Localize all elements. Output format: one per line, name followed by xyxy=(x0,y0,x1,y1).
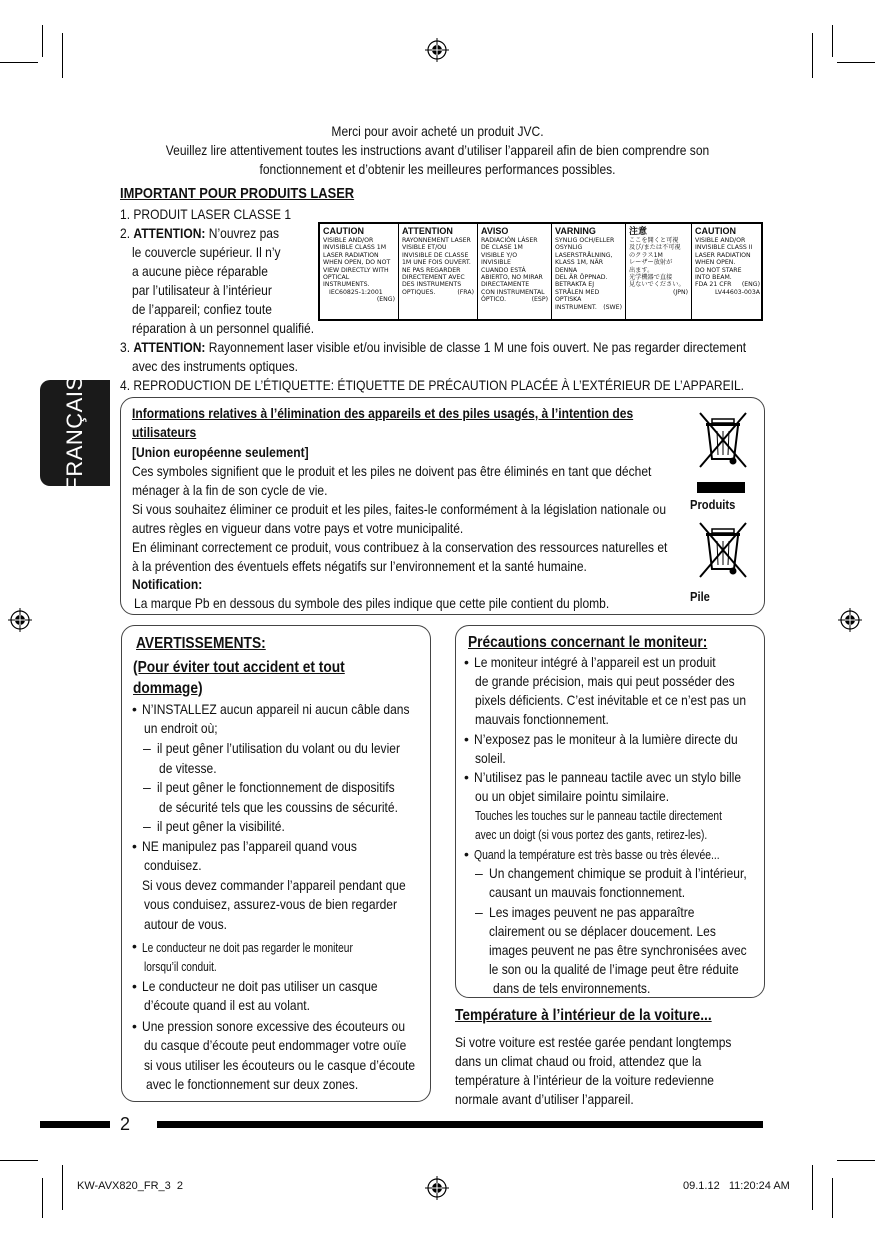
monitor-text: ou un objet similaire pointu similaire. xyxy=(475,788,670,804)
label-line: BETRAKTA EJ xyxy=(555,281,595,289)
monitor-text: mauvais fonctionnement. xyxy=(475,711,609,727)
crossed-out-bin-icon xyxy=(694,405,752,475)
label-line: INVISIBLE DE CLASSE xyxy=(402,251,469,259)
footer-bar xyxy=(157,1121,763,1128)
warning-text: d’écoute quand il est au volant. xyxy=(144,997,311,1013)
disposal-text: Ces symboles signifient que le produit et les piles ne doivent pas être éliminés en tant que déchet xyxy=(132,463,652,479)
warning-text: N’INSTALLEZ aucun appareil ni aucun câble dans xyxy=(142,701,410,717)
warning-text: conduisez. xyxy=(144,857,202,873)
label-line: VISIBLE AND/OR xyxy=(695,237,746,244)
bullet: • xyxy=(132,1018,137,1034)
bullet: • xyxy=(464,769,469,785)
label-text: ÓPTICO. xyxy=(481,296,507,304)
dash: – xyxy=(475,865,483,881)
label-line: 光学機器で直接 xyxy=(629,274,673,282)
monitor-text: Le moniteur intégré à l’appareil est un produit xyxy=(474,654,716,670)
label-line: OSYNLIG xyxy=(555,244,583,252)
warning-text: vous conduisez, assurez-vous de bien regarder xyxy=(144,896,397,912)
temperature-text: dans un climat chaud ou froid, attendez que la xyxy=(455,1053,702,1069)
laser-item-3 xyxy=(120,338,746,357)
label-line: DE CLASE 1M xyxy=(481,244,523,252)
laser-item-2 xyxy=(120,224,279,243)
laser-item-2-line: de l’appareil; confiez toute xyxy=(132,301,272,317)
label-heading: 注意 xyxy=(629,226,648,236)
label-line: レーザー放射が xyxy=(629,259,673,267)
label-lang-code: (ENG) xyxy=(741,281,760,289)
label-line: INTO BEAM. xyxy=(695,274,732,282)
label-heading: AVISO xyxy=(481,226,509,236)
warnings-subtitle: dommage) xyxy=(133,680,203,697)
warning-subitem: de vitesse. xyxy=(159,760,217,776)
bullet: • xyxy=(464,654,469,670)
dash: – xyxy=(143,818,151,834)
laser-item-4: 4. REPRODUCTION DE L’ÉTIQUETTE: ÉTIQUETTE DE PRÉCAUTION PLACÉE À L’EXTÉRIEUR DE L’APPAREIL. xyxy=(120,377,744,393)
warning-subitem: de sécurité tels que les coussins de sécurité. xyxy=(159,799,398,815)
monitor-subitem: Un changement chimique se produit à l’intérieur, xyxy=(489,865,747,881)
label-line: 見ないでください。 xyxy=(629,281,685,289)
products-caption: Produits xyxy=(690,497,736,512)
warnings-title: AVERTISSEMENTS: xyxy=(136,635,266,652)
crop-mark xyxy=(837,62,875,63)
label-text: OPTIQUES. xyxy=(402,288,436,296)
laser-item-2-line: réparation à un personnel qualifié. xyxy=(132,320,315,336)
label-text: INSTRUMENT. xyxy=(555,303,597,311)
bullet: • xyxy=(464,731,469,747)
warning-text: un endroit où; xyxy=(144,720,218,736)
label-line: VISIBLE Y/O INVISIBLE xyxy=(481,251,518,267)
label-line: STRÅLEN MED OPTISKA xyxy=(555,288,600,304)
intro-line: Veuillez lire attentivement toutes les instructions avant d’utiliser l’appareil afin de bien comprendre son xyxy=(165,142,710,158)
label-line: VISIBLE ET/OU xyxy=(402,244,447,252)
crop-mark xyxy=(837,1160,875,1161)
warning-text: si vous utiliser les écouteurs ou le casque d’écoute xyxy=(144,1057,416,1073)
label-heading: CAUTION xyxy=(323,226,364,236)
label-column-jpn xyxy=(626,224,692,319)
warning-text: du casque d’écoute peut endommager votre ouïe xyxy=(144,1037,407,1053)
laser-item-1: 1. PRODUIT LASER CLASSE 1 xyxy=(120,206,292,222)
file-slug xyxy=(77,1180,183,1192)
disposal-title: Informations relatives à l’élimination des appareils et des piles usagés, à l’intention des xyxy=(132,405,634,421)
label-line xyxy=(555,304,622,311)
warning-text: Si vous devez commander l’appareil pendant que xyxy=(142,877,406,893)
label-line: RAYONNEMENT LASER xyxy=(402,237,471,244)
disposal-text: autres règles en vigueur dans votre pays et votre municipalité. xyxy=(132,520,464,536)
label-heading: VARNING xyxy=(555,226,596,236)
label-line: WHEN OPEN. xyxy=(695,259,736,267)
label-line: DIRECTAMENTE xyxy=(481,281,530,289)
label-line: DES INSTRUMENTS xyxy=(402,281,462,289)
label-column-eng xyxy=(320,224,399,319)
label-line: DO NOT STARE xyxy=(695,266,742,274)
bullet: • xyxy=(132,838,137,854)
monitor-subitem: le son ou la qualité de l’image peut être réduite xyxy=(489,961,739,977)
item-number: 3. xyxy=(120,339,134,355)
crop-mark xyxy=(62,1165,63,1210)
dash: – xyxy=(143,779,151,795)
intro-line: Merci pour avoir acheté un produit JVC. xyxy=(331,123,544,139)
disposal-text: Si vous souhaitez éliminer ce produit et les piles, faites-le conformément à la législation nationale ou xyxy=(132,501,667,517)
monitor-subitem: causant un mauvais fonctionnement. xyxy=(489,884,686,900)
label-line: VISIBLE AND/OR xyxy=(323,237,374,244)
label-line xyxy=(695,281,760,288)
page-number: 2 xyxy=(120,1114,131,1134)
label-line: KLASS 1M, NÄR DENNA xyxy=(555,259,604,274)
label-line: RADIACIÓN LÁSER xyxy=(481,237,538,244)
warnings-subtitle: (Pour éviter tout accident et tout xyxy=(133,659,345,676)
monitor-subitem: Les images peuvent ne pas apparaître xyxy=(489,904,695,920)
label-line: DEL ÄR ÖPPNAD. xyxy=(555,274,608,282)
temperature-text: température à l’intérieur de la voiture redevienne xyxy=(455,1072,715,1088)
label-column-swe xyxy=(552,224,626,319)
laser-item-3-line: avec des instruments optiques. xyxy=(132,358,298,374)
solid-bar xyxy=(697,482,745,493)
crop-mark xyxy=(0,62,38,63)
crop-mark xyxy=(832,1178,833,1218)
registration-target-icon xyxy=(425,1176,449,1200)
bullet: • xyxy=(132,978,137,994)
label-line: LASER RADIATION xyxy=(695,251,751,259)
crop-mark xyxy=(42,1178,43,1218)
notification-text: La marque Pb en dessous du symbole des piles indique que cette pile contient du plomb. xyxy=(134,595,610,611)
item-text: Rayonnement laser visible et/ou invisible de classe 1 M une fois ouvert. Ne pas regarder directement xyxy=(205,339,747,355)
attention-label: ATTENTION: xyxy=(133,225,206,241)
monitor-subitem: clairement ou se déplacer doucement. Les xyxy=(489,923,716,939)
laser-item-2-line: par l’utilisateur à l’intérieur xyxy=(132,282,272,298)
label-line xyxy=(402,289,474,296)
temperature-text: Si votre voiture est restée garée pendant longtemps xyxy=(455,1034,732,1050)
crop-mark xyxy=(62,33,63,78)
registration-target-icon xyxy=(8,608,32,632)
warning-text: Le conducteur ne doit pas regarder le moniteur xyxy=(142,940,353,955)
monitor-text: avec un doigt (si vous portez des gants, retirez-les). xyxy=(475,827,708,842)
item-text: N’ouvrez pas xyxy=(205,225,280,241)
dash: – xyxy=(475,904,483,920)
disposal-title: utilisateurs xyxy=(132,424,197,440)
warning-text: avec le fonctionnement sur deux zones. xyxy=(146,1076,359,1092)
caution-label xyxy=(318,222,763,321)
crop-mark xyxy=(0,1160,38,1161)
label-line: OPTICAL INSTRUMENTS. xyxy=(323,274,370,289)
footer-bar xyxy=(40,1121,110,1128)
warning-text: NE manipulez pas l’appareil quand vous xyxy=(142,838,357,854)
disposal-subtitle: [Union européenne seulement] xyxy=(132,444,309,460)
monitor-text: Touches les touches sur le panneau tactile directement xyxy=(475,808,722,823)
warning-subitem: il peut gêner l’utilisation du volant ou du levier xyxy=(157,740,400,756)
bullet: • xyxy=(464,846,469,862)
monitor-subitem: images peuvent ne pas être synchronisées avec xyxy=(489,942,747,958)
attention-label: ATTENTION: xyxy=(133,339,206,355)
warning-text: Le conducteur ne doit pas utiliser un casque xyxy=(142,978,378,994)
monitor-text: de grande précision, mais qui peut posséder des xyxy=(475,673,735,689)
label-column-eng-us xyxy=(692,224,763,319)
label-line: INVISIBLE CLASS II xyxy=(695,244,753,252)
crop-mark xyxy=(42,25,43,57)
label-line: ABIERTO, NO MIRAR xyxy=(481,274,543,282)
label-heading: CAUTION xyxy=(695,226,736,236)
warning-subitem: il peut gêner le fonctionnement de dispositifs xyxy=(157,779,395,795)
crop-mark xyxy=(812,33,813,78)
monitor-text: soleil. xyxy=(475,750,506,766)
disposal-text: à la prévention des éventuels effets négatifs sur l’environnement et la santé humaine. xyxy=(132,558,587,574)
label-line: INVISIBLE CLASS 1M xyxy=(323,244,387,252)
label-lang-code: (ESP) xyxy=(531,296,548,304)
label-lang-code: (FRA) xyxy=(457,288,474,296)
monitor-title: Précautions concernant le moniteur: xyxy=(468,634,708,651)
disposal-text: En éliminant correctement ce produit, vous contribuez à la conservation des ressources naturelles et xyxy=(132,539,668,555)
label-lang-code: (ENG) xyxy=(376,296,395,304)
temperature-title: Température à l’intérieur de la voiture... xyxy=(455,1007,712,1024)
label-lang-code: (SWE) xyxy=(603,303,622,311)
crop-mark xyxy=(832,25,833,57)
crop-mark xyxy=(812,1165,813,1210)
label-line: WHEN OPEN, DO NOT xyxy=(323,259,391,267)
label-line: ここを開くと可視 xyxy=(629,237,679,244)
warning-subitem: il peut gêner la visibilité. xyxy=(157,818,285,834)
file-page: 2 xyxy=(176,1180,183,1192)
warning-text: lorsqu’il conduit. xyxy=(144,959,217,974)
label-line: LASERSTRÅLNING, xyxy=(555,251,613,259)
language-tab-label: FRANÇAIS xyxy=(62,375,87,491)
label-text: FDA 21 CFR xyxy=(695,281,732,289)
intro xyxy=(0,122,875,179)
notification-label: Notification: xyxy=(132,576,203,592)
label-line: VIEW DIRECTLY WITH xyxy=(323,266,389,274)
label-line: SYNLIG OCH/ELLER xyxy=(555,237,615,244)
item-number: 2. xyxy=(120,225,134,241)
disposal-text: ménager à la fin de son cycle de vie. xyxy=(132,482,328,498)
registration-target-icon xyxy=(838,608,862,632)
label-line: CON INSTRUMENTAL xyxy=(481,288,545,296)
crossed-out-bin-icon xyxy=(694,515,752,585)
label-line: IEC60825-1:2001 xyxy=(329,288,383,296)
label-column-esp xyxy=(478,224,552,319)
monitor-text: Quand la température est très basse ou très élevée... xyxy=(474,847,720,862)
registration-target-icon xyxy=(425,38,449,62)
dash: – xyxy=(143,740,151,756)
laser-heading: IMPORTANT POUR PRODUITS LASER xyxy=(120,185,355,202)
laser-item-2-line: a aucune pièce réparable xyxy=(132,263,268,279)
monitor-subitem: dans de tels environnements. xyxy=(493,980,651,996)
monitor-text: N’exposez pas le moniteur à la lumière directe du xyxy=(474,731,738,747)
file-name: KW-AVX820_FR_3 xyxy=(77,1180,171,1192)
label-line: NE PAS REGARDER xyxy=(402,266,461,274)
laser-item-2-line: le couvercle supérieur. Il n’y xyxy=(132,244,281,260)
label-line: 1M UNE FOIS OUVERT. xyxy=(402,259,471,267)
label-line: 及び/または不可視 xyxy=(629,244,681,252)
monitor-text: N’utilisez pas le panneau tactile avec un stylo bille xyxy=(474,769,742,785)
label-line: DIRECTEMENT AVEC xyxy=(402,274,465,282)
label-code: LV44603-003A xyxy=(715,288,760,296)
label-line: CUANDO ESTÁ xyxy=(481,266,526,274)
label-line xyxy=(481,296,548,303)
intro-line: fonctionnement et d’obtenir les meilleures performances possibles. xyxy=(259,161,616,177)
label-heading: ATTENTION xyxy=(402,226,453,236)
timestamp: 09.1.12 11:20:24 AM xyxy=(683,1180,790,1192)
monitor-text: pixels déficients. C’est inévitable et ce n’est pas un xyxy=(475,692,747,708)
temperature-text: normale avant d’utiliser l’appareil. xyxy=(455,1091,634,1107)
label-lang-code: (JPN) xyxy=(672,288,688,296)
label-line: のクラス1M xyxy=(629,251,663,259)
warning-text: autour de vous. xyxy=(144,916,228,932)
label-column-fra xyxy=(399,224,478,319)
label-line: 出ます。 xyxy=(629,266,654,274)
battery-caption: Pile xyxy=(690,589,710,604)
label-line: LASER RADIATION xyxy=(323,251,379,259)
warning-text: Une pression sonore excessive des écouteurs ou xyxy=(142,1018,406,1034)
bullet: • xyxy=(132,938,137,954)
bullet: • xyxy=(132,701,137,717)
